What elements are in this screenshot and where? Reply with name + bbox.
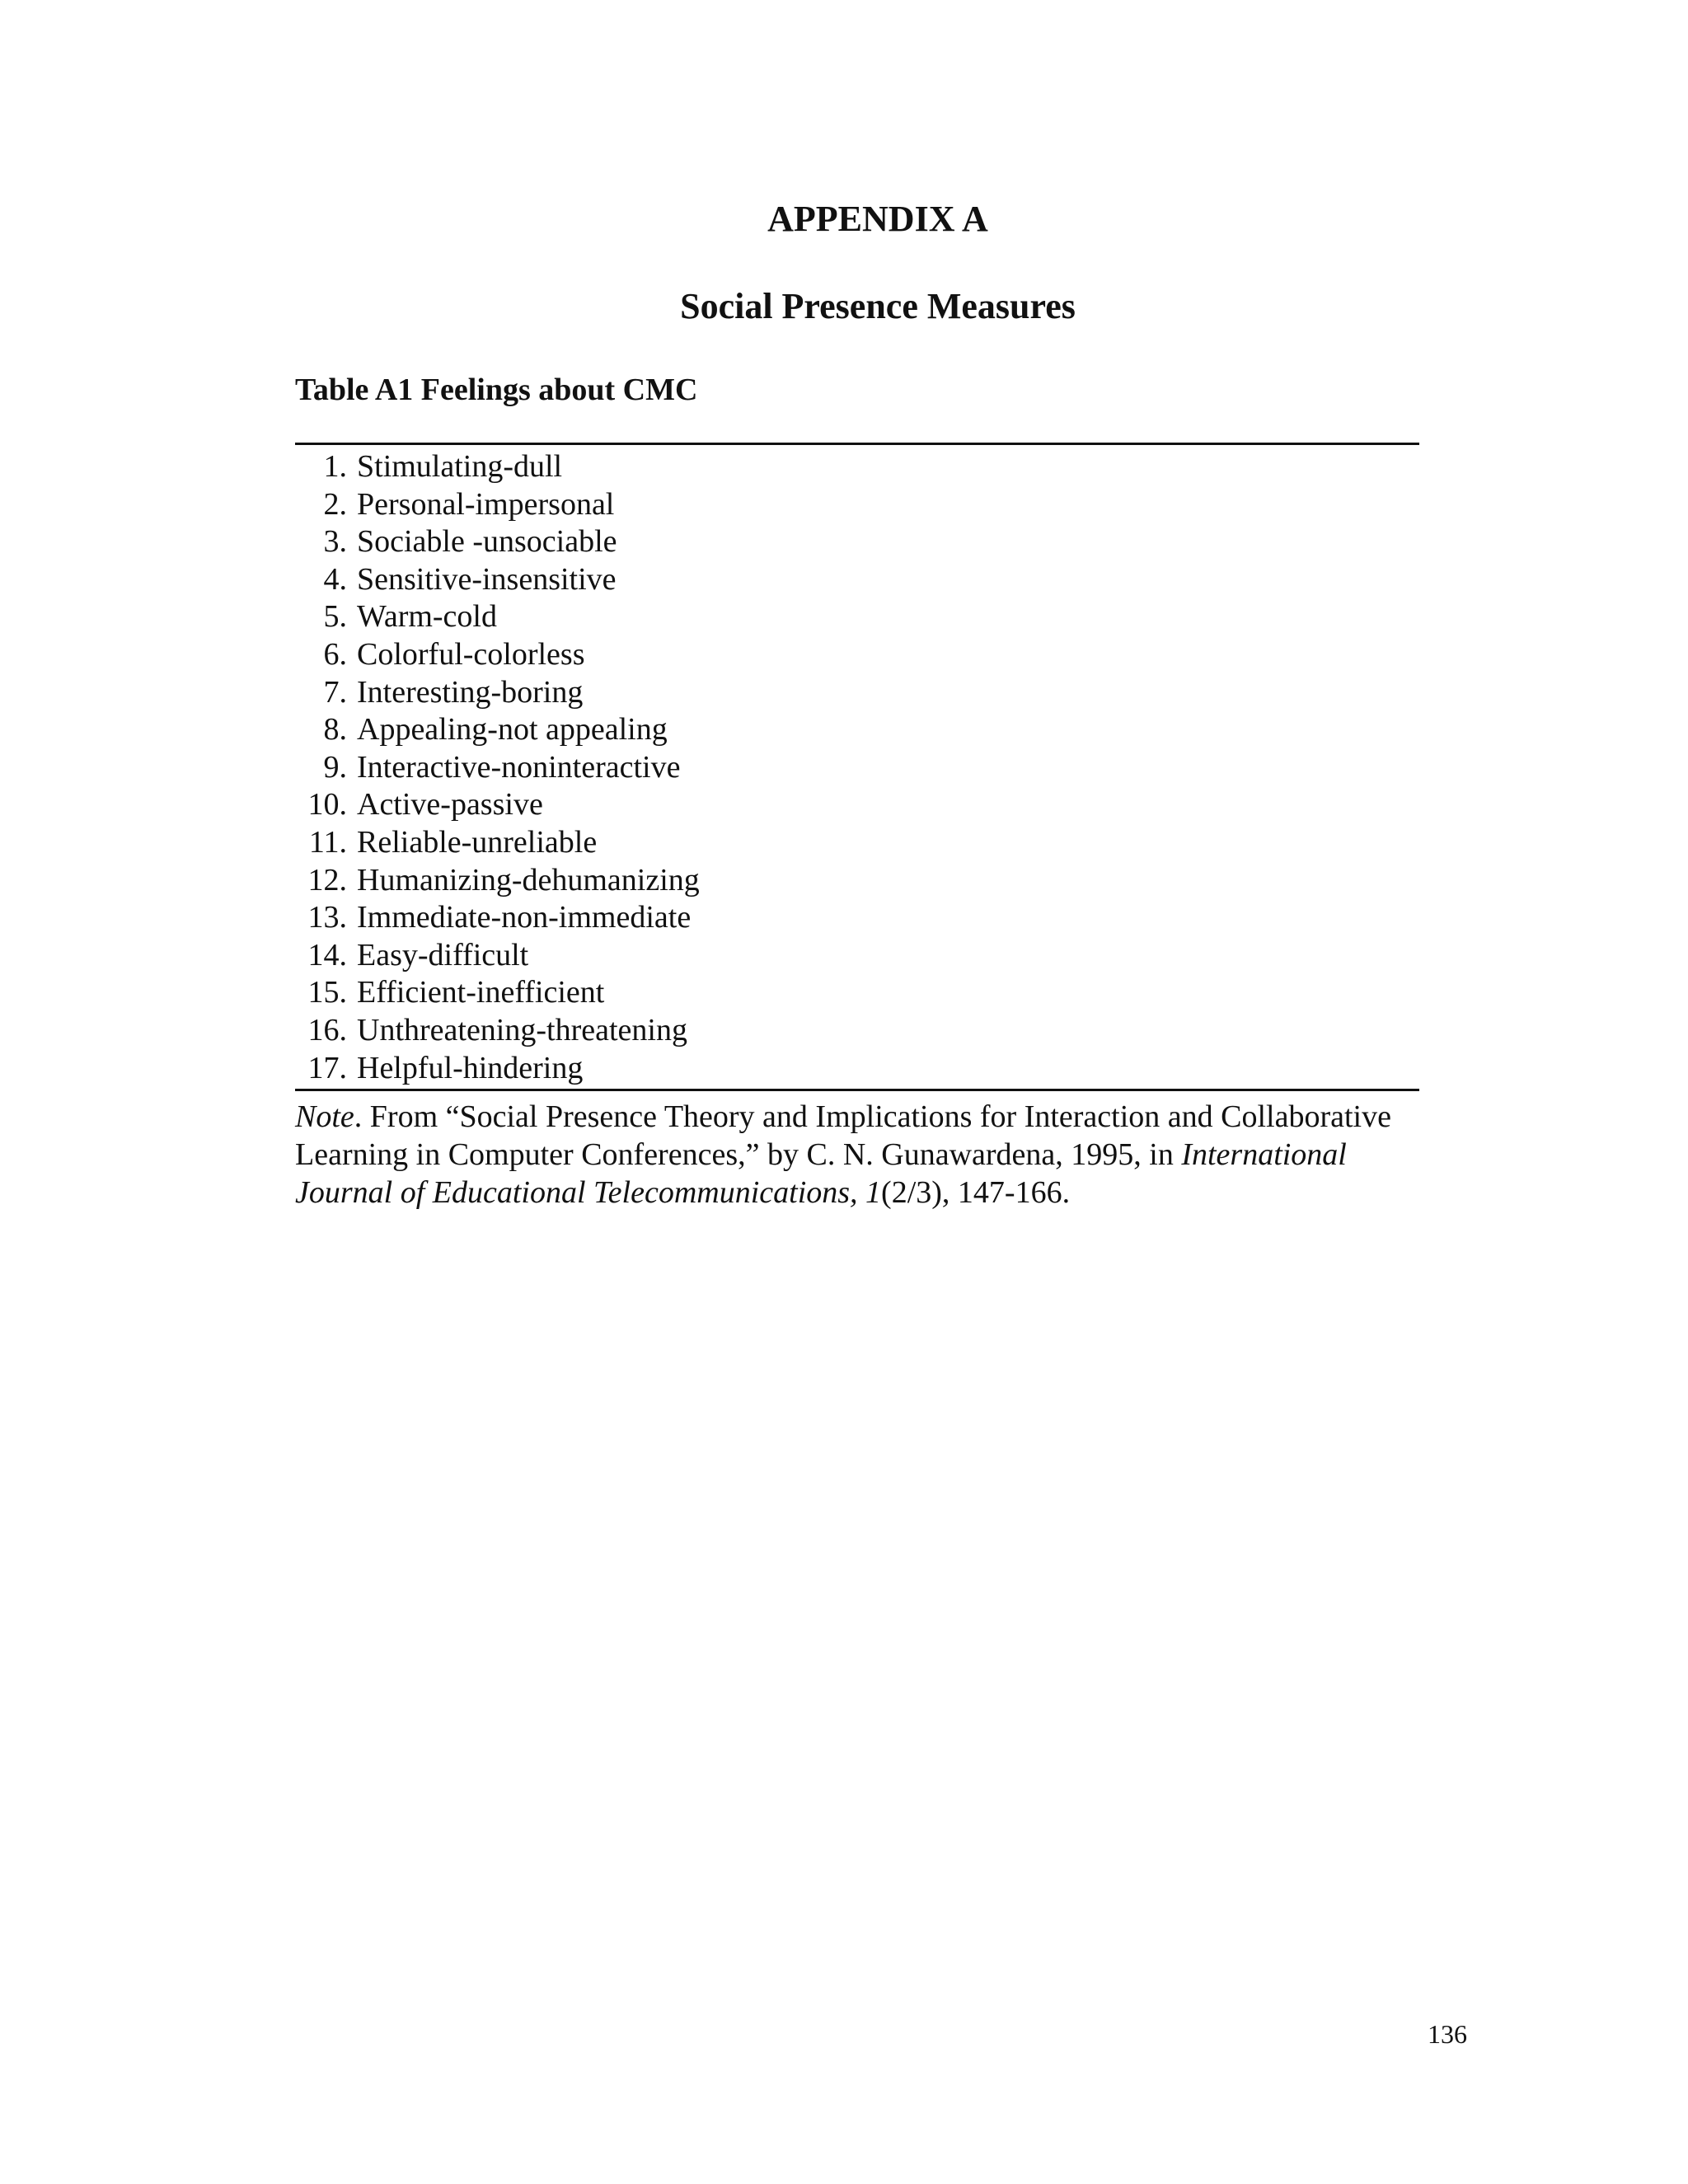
item-number: 4. — [323, 561, 347, 597]
list-item — [295, 523, 1419, 561]
item-number: 14. — [307, 937, 347, 972]
item-text: Personal-impersonal — [357, 486, 615, 522]
page-number: 136 — [1428, 2019, 1467, 2049]
item-text: Warm-cold — [357, 599, 497, 635]
item-text: Appealing-not appealing — [357, 712, 668, 748]
item-number: 9. — [323, 749, 347, 785]
item-text: Easy-difficult — [357, 937, 529, 972]
list-item — [295, 561, 1419, 599]
item-text: Helpful-hindering — [357, 1050, 584, 1085]
appendix-title: APPENDIX A — [767, 199, 988, 239]
item-text: Sociable -unsociable — [357, 524, 617, 560]
item-number: 12. — [307, 862, 347, 898]
list-item — [295, 486, 1419, 524]
list-item — [295, 937, 1419, 975]
note-label: Note — [295, 1099, 354, 1134]
item-text: Interesting-boring — [357, 674, 584, 710]
measures-table — [295, 443, 1419, 1091]
note-text: . From “Social Presence Theory and Implications for Interaction and Collaborative Learning in Computer Conferences,” by C. N. Gunawardena, 1995, in — [295, 1099, 1391, 1172]
item-text: Immediate-non-immediate — [357, 900, 692, 935]
item-number: 7. — [323, 674, 347, 710]
item-number: 16. — [307, 1012, 347, 1047]
list-item — [295, 674, 1419, 712]
item-text: Colorful-colorless — [357, 636, 585, 672]
list-item — [295, 974, 1419, 1012]
item-number: 11. — [308, 824, 347, 860]
list-item — [295, 899, 1419, 937]
item-text: Unthreatening-threatening — [357, 1012, 687, 1047]
list-item — [295, 448, 1419, 486]
list-item — [295, 711, 1419, 749]
list-item — [295, 786, 1419, 824]
note-citation-end: (2/3), 147-166. — [881, 1175, 1071, 1210]
list-item — [295, 636, 1419, 674]
section-title: Social Presence Measures — [680, 286, 1076, 326]
item-number: 8. — [323, 712, 347, 748]
measures-list — [295, 448, 1419, 1087]
item-text: Reliable-unreliable — [357, 824, 598, 860]
list-item — [295, 824, 1419, 862]
item-text: Sensitive-insensitive — [357, 561, 617, 597]
table-note — [295, 1098, 1449, 1212]
item-number: 1. — [323, 449, 347, 484]
item-text: Stimulating-dull — [357, 449, 563, 484]
item-text: Efficient-inefficient — [357, 975, 605, 1010]
item-number: 15. — [307, 975, 347, 1010]
list-item — [295, 862, 1419, 900]
item-number: 13. — [307, 900, 347, 935]
item-text: Humanizing-dehumanizing — [357, 862, 700, 898]
list-item — [295, 1012, 1419, 1050]
item-number: 5. — [323, 599, 347, 635]
list-item — [295, 598, 1419, 636]
item-number: 10. — [307, 787, 347, 823]
table-caption: Table A1 Feelings about CMC — [295, 373, 698, 407]
item-number: 3. — [323, 524, 347, 560]
item-number: 17. — [307, 1050, 347, 1085]
note-journal: International Journal of Educational Telecommunications, 1 — [295, 1137, 1347, 1210]
item-text: Interactive-noninteractive — [357, 749, 681, 785]
list-item — [295, 1050, 1419, 1088]
list-item — [295, 749, 1419, 787]
item-number: 6. — [323, 636, 347, 672]
item-text: Active-passive — [357, 787, 543, 823]
item-number: 2. — [323, 486, 347, 522]
